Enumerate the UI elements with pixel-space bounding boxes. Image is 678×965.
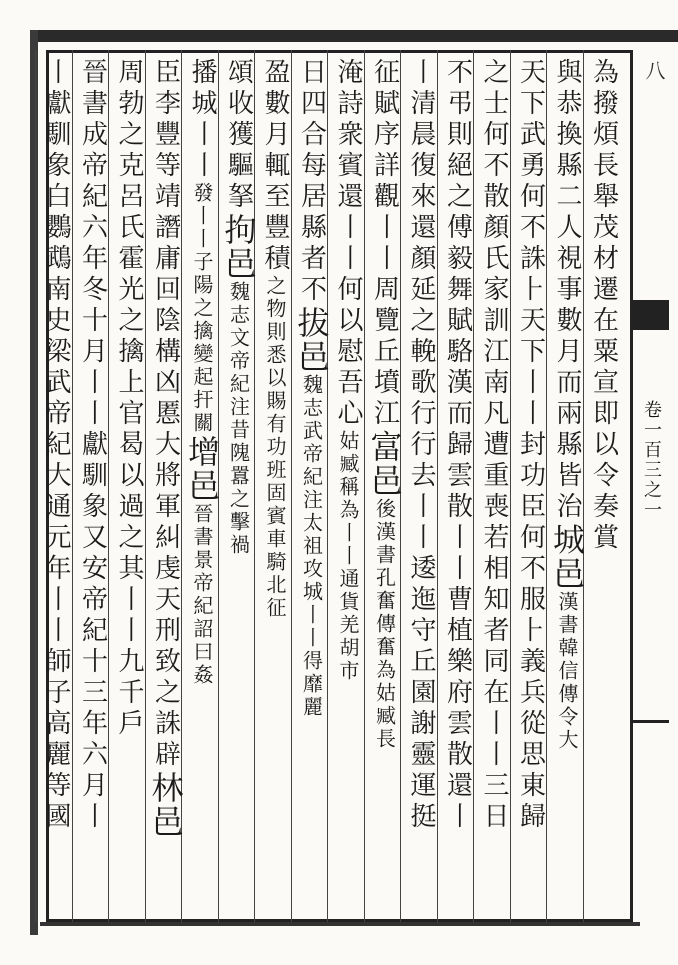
body-text: 周勃之克呂氏霍光之擒上官曷以過之其丨丨九千戶	[114, 58, 144, 740]
text-column	[328, 58, 368, 918]
body-text: 播城丨丨	[187, 58, 217, 182]
text-column	[109, 58, 149, 918]
text-column	[365, 58, 405, 918]
column-rule	[35, 50, 36, 922]
body-text: 與恭換縣二人視事數月而兩縣皆治	[552, 58, 582, 523]
body-text: 征賦序詳觀丨丨周覽丘墳江	[369, 58, 400, 430]
commentary-text: 魏志武帝紀注太祖攻城丨丨得靡麗	[299, 374, 324, 719]
text-column	[401, 58, 441, 918]
entry-heading: 林邑	[146, 771, 185, 839]
margin-mark: 八	[642, 60, 666, 80]
text-column	[474, 58, 514, 918]
margin-rule	[631, 50, 633, 922]
entry-heading: 拘邑	[219, 213, 258, 281]
entry-heading: 富邑	[365, 430, 404, 498]
text-column	[547, 58, 587, 918]
body-text: 丨獻馴象白鸚鵡南史梁武帝紀大通元年丨丨師子高麗等國	[41, 58, 71, 833]
text-column	[438, 58, 478, 918]
commentary-text: 姑臧稱為丨丨通貨羌胡市	[336, 430, 360, 683]
body-text: 之士何不散顏氏家訓江南凡遭重喪若相知者同在丨丨三日	[479, 58, 509, 833]
scan-edge-top	[30, 30, 678, 42]
entry-heading: 增邑	[183, 435, 221, 503]
body-text: 晉書成帝紀六年冬十月丨丨獻馴象又安帝紀十三年六月丨	[77, 58, 108, 833]
body-text: 天下武勇何不誅⺊天下丨丨封功臣何不服⺊義兵從思東歸	[515, 58, 546, 833]
body-text: 頌收獲驅拏	[223, 58, 254, 213]
text-column	[584, 58, 624, 918]
commentary-text: 後漢書孔奮傳奮為姑臧長	[372, 498, 397, 751]
fish-tail-mark	[633, 300, 669, 330]
body-text: 不弔則絕之傅毅舞賦駱漢而歸雲散丨丨曹植樂府雲散還丨	[442, 58, 473, 833]
text-column	[511, 58, 551, 918]
commentary-text: 漢書韓信傳令大	[555, 591, 579, 752]
body-text: 為撥煩長舉茂材遷在粟宣即以令奏賞	[588, 58, 619, 554]
volume-label: 卷一百三之一	[641, 400, 662, 520]
body-text: 盈數月輒至豐積	[260, 58, 290, 275]
commentary-text: 晉書景帝紀詔曰姦	[190, 503, 214, 687]
body-text: 日四合每居縣者不	[296, 58, 327, 306]
body-text: 丨清晨復來還顏延之輓歌行行去丨丨逶迤守丘園謝靈運挺	[406, 58, 436, 833]
text-column	[73, 58, 113, 918]
entry-heading: 城邑	[548, 523, 586, 591]
text-column	[36, 58, 76, 918]
frame-bottom-rule	[40, 922, 640, 926]
text-column	[292, 58, 332, 918]
commentary-text: 魏志文帝紀注昔隗囂之擊禍	[226, 281, 251, 557]
text-column	[182, 58, 222, 918]
commentary-text: 發丨丨子陽之擒變起扞關	[190, 182, 214, 435]
text-column	[219, 58, 259, 918]
body-text: 淹詩衆賓還丨丨何以慰吾心	[333, 58, 363, 430]
entry-heading: 拔邑	[292, 306, 331, 374]
body-text: 臣李豐等靖譖庸回陰構凶慝大將軍糾虔天刑致之誅辟	[150, 58, 181, 771]
fish-tail-lower-rule	[633, 720, 669, 723]
text-column	[255, 58, 295, 918]
text-column	[146, 58, 186, 918]
commentary-text: 之物則悉以賜有功班固賓車騎北征	[263, 275, 287, 620]
